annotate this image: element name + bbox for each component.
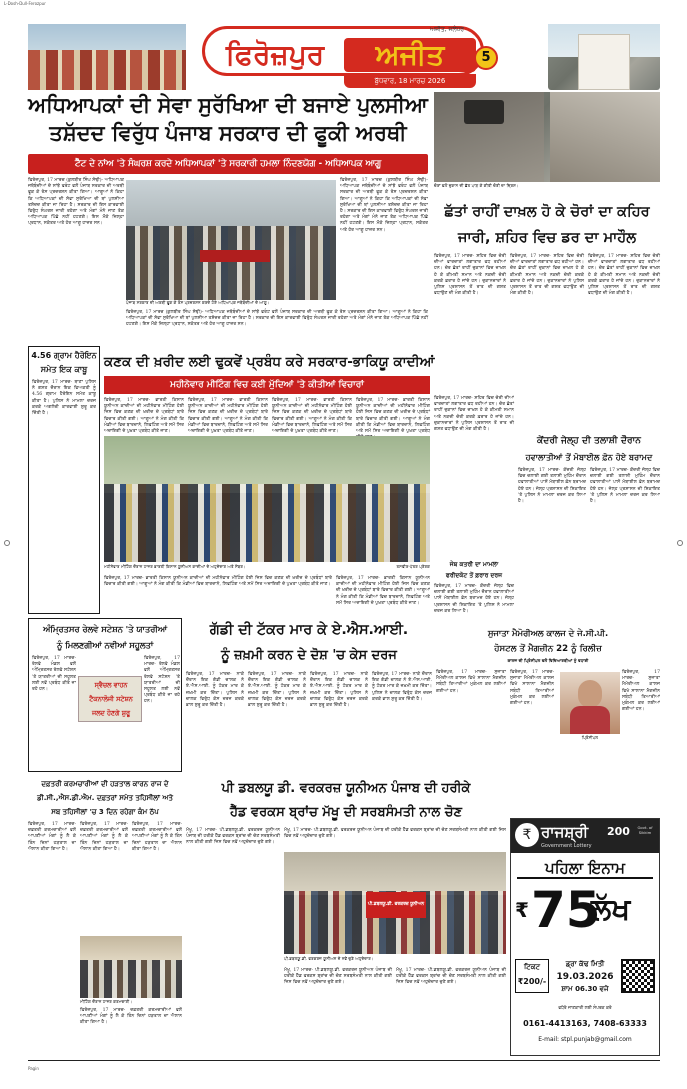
lead-photo bbox=[126, 180, 336, 300]
accident-body-col4: ਫਿਰੋਜ਼ਪੁਰ, 17 ਮਾਰਚ- ਨਾਕੇ ਦੌਰਾਨ ਇਕ ਗੱਡੀ ਚਾਲਕ ਨੇ ਏ.ਐਸ.ਆਈ. ਨੂੰ ਟੱਕਰ ਮਾਰ ਕੇ ਜ਼ਖ਼ਮੀ ਕਰ ਦਿੱਤਾ। ਪੁਲਿਸ ਨੇ ਚਾਲਕ ਵਿਰੁੱਧ ਕੇਸ ਦਰਜ ਕਰਕੇ ਭਾਲ ਸ਼ੁਰੂ ਕਰ ਦਿੱਤੀ ਹੈ। bbox=[372, 672, 432, 702]
lead-body-col1: ਫਿਰੋਜ਼ਪੁਰ, 17 ਮਾਰਚ (ਕੁਲਬੀਰ ਸਿੰਘ ਸੋਢੀ)- ਅਧਿਆਪਕ ਜਥੇਬੰਦੀਆਂ ਦੇ ਸਾਂਝੇ ਫਰੰਟ ਵਲੋਂ ਪੰਜਾਬ ਸਰਕਾਰ ਦੀ ਅਰਥੀ ਫੂਕ ਕੇ ਰੋਸ ਪ੍ਰਦਰਸ਼ਨ ਕੀਤਾ ਗਿਆ। ਆਗੂਆਂ ਨੇ ਕਿਹਾ ਕਿ ਅਧਿਆਪਕਾਂ ਦੀ ਸੇਵਾ ਸੁਰੱਖਿਆ ਦੀ ਥਾਂ ਪੁਲਸੀਆ ਤਸ਼ੱਦਦ ਕੀਤਾ ਜਾ ਰਿਹਾ ਹੈ। ਸਰਕਾਰ ਦੀ ਇਸ ਕਾਰਵਾਈ ਵਿਰੁੱਧ ਸੰਘਰਸ਼ ਜਾਰੀ ਰਹੇਗਾ ਅਤੇ ਮੰਗਾਂ ਮੰਨੇ ਜਾਣ ਤੱਕ ਅਧਿਆਪਕ ਪਿੱਛੇ ਨਹੀਂ ਹਟਣਗੇ। ਇਸ ਮੌਕੇ ਜ਼ਿਲ੍ਹਾ ਪ੍ਰਧਾਨ, ਸਕੱਤਰ ਅਤੇ ਹੋਰ ਆਗੂ ਹਾਜ਼ਰ ਸਨ। bbox=[28, 178, 124, 227]
wheat-body-d: ਫਿਰੋਜ਼ਪੁਰ, 17 ਮਾਰਚ- ਭਾਰਤੀ ਕਿਸਾਨ ਯੂਨੀਅਨ ਕਾਦੀਆਂ ਦੀ ਮਹੀਨੇਵਾਰ ਮੀਟਿੰਗ ਹੋਈ ਜਿਸ ਵਿਚ ਕਣਕ ਦੀ ਖ਼ਰੀਦ ਦੇ ਪ੍ਰਬੰਧਾਂ ਬਾਰੇ ਵਿਚਾਰ ਕੀਤੀ ਗਈ। ਆਗੂਆਂ ਨੇ ਮੰਗ ਕੀਤੀ ਕਿ ਮੰਡੀਆਂ ਵਿਚ ਬਾਰਦਾਨੇ, ਲਿਫਟਿੰਗ ਅਤੇ ਸਮੇਂ ਸਿਰ ਅਦਾਇਗੀ ਦੇ ਪੁਖ਼ਤਾ ਪ੍ਰਬੰਧ bbox=[356, 398, 430, 435]
railway-body-col3: ਫਿਰੋਜ਼ਪੁਰ, 17 ਮਾਰਚ- ਰੇਲਵੇ ਮੰਡਲ ਵਲੋਂ ਅੰਮ੍ਰਿਤਸਰ ਰੇਲਵੇ ਸਟੇਸ਼ਨ 'ਤੇ ਯਾਤਰੀਆਂ ਦੀ ਸਹੂਲਤ ਲਈ ਨਵੇਂ ਪ੍ਰਬੰਧ ਕੀਤੇ ਜਾ ਰਹੇ ਹਨ। bbox=[144, 656, 180, 705]
theft-headline-line2: ਜਾਰੀ, ਸ਼ਹਿਰ ਵਿਚ ਡਰ ਦਾ ਮਾਹੌਲ bbox=[457, 230, 636, 246]
lottery-fine-print: ਵਧੇਰੇ ਜਾਣਕਾਰੀ ਲਈ ਸੰਪਰਕ ਕਰੋ bbox=[558, 1006, 612, 1011]
lottery-draw-date: 19.03.2026 bbox=[556, 972, 614, 982]
masthead bbox=[198, 24, 491, 90]
brief-mid-body: ਫਿਰੋਜ਼ਪੁਰ, 17 ਮਾਰਚ- ਕੇਂਦਰੀ ਜੇਲ੍ਹ ਵਿਚ ਚਲਾਈ ਗਈ ਤਲਾਸ਼ੀ ਮੁਹਿੰਮ ਦੌਰਾਨ ਹਵਾਲਾਤੀਆਂ ਪਾਸੋਂ ਮੋਬਾਈਲ ਫ਼ੋਨ ਬਰਾਮਦ ਹੋਏ ਹਨ। ਜੇਲ੍ਹ ਪ੍ਰਸ਼ਾਸਨ ਦੀ ਸ਼ਿਕਾਇਤ 'ਤੇ ਪੁਲਿਸ ਨੇ ਮਾਮਲਾ ਦਰਜ ਕਰ ਲਿਆ ਹੈ। bbox=[434, 584, 514, 614]
bottom-corner-text: Pagin bbox=[28, 1066, 39, 1071]
brief-headline-line2: ਸਮੇਤ ਇਕ ਕਾਬੂ bbox=[40, 365, 88, 374]
theft-photo bbox=[434, 92, 660, 182]
office-headline-line1: ਦਫ਼ਤਰੀ ਕਰਮਚਾਰੀਆਂ ਦੀ ਹੜਤਾਲ ਕਾਰਨ ਰਾਜ ਦੇ bbox=[41, 780, 169, 788]
union-headline-line2: ਹੈੱਡ ਵਰਕਸ ਬ੍ਰਾਂਚ ਮੱਖੂ ਦੀ ਸਰਬਸੰਮਤੀ ਨਾਲ ਚੋਣ bbox=[230, 805, 462, 820]
lottery-currency: ₹ bbox=[515, 898, 529, 922]
accident-body-col3: ਫਿਰੋਜ਼ਪੁਰ, 17 ਮਾਰਚ- ਨਾਕੇ ਦੌਰਾਨ ਇਕ ਗੱਡੀ ਚਾਲਕ ਨੇ ਏ.ਐਸ.ਆਈ. ਨੂੰ ਟੱਕਰ ਮਾਰ ਕੇ ਜ਼ਖ਼ਮੀ ਕਰ ਦਿੱਤਾ। ਪੁਲਿਸ ਨੇ ਚਾਲਕ ਵਿਰੁੱਧ ਕੇਸ ਦਰਜ ਕਰਕੇ ਭਾਲ ਸ਼ੁਰੂ ਕਰ ਦਿੱਤੀ ਹੈ। bbox=[310, 672, 368, 709]
office-body-col1: ਫਿਰੋਜ਼ਪੁਰ, 17 ਮਾਰਚ- ਦਫ਼ਤਰੀ ਕਰਮਚਾਰੀਆਂ ਵਲੋਂ ਆਪਣੀਆਂ ਮੰਗਾਂ ਨੂੰ ਲੈ ਕੇ ਤਿੰਨ ਦਿਨਾਂ ਹੜਤਾਲ ਦਾ ਐਲਾਨ ਕੀਤਾ ਗਿਆ ਹੈ। bbox=[28, 822, 76, 852]
jail-headline-line1: ਕੇਂਦਰੀ ਜੇਲ੍ਹ ਦੀ ਤਲਾਸ਼ੀ ਦੌਰਾਨ bbox=[536, 435, 642, 446]
theft-body-col3: ਫਿਰੋਜ਼ਪੁਰ, 17 ਮਾਰਚ- ਸ਼ਹਿਰ ਵਿਚ ਚੋਰੀ ਦੀਆਂ ਵਾਰਦਾਤਾਂ ਲਗਾਤਾਰ ਵਧ ਰਹੀਆਂ ਹਨ। ਚੋਰ ਛੱਤਾਂ ਰਾਹੀਂ ਦੁਕਾਨਾਂ ਵਿਚ ਦਾਖ਼ਲ ਹੋ ਕੇ ਕੀਮਤੀ ਸਮਾਨ ਅਤੇ ਨਕਦੀ ਚੋਰੀ ਕਰਕੇ ਫ਼ਰਾਰ ਹੋ ਜਾਂਦੇ ਹਨ। ਦੁਕਾਨਦਾਰਾਂ ਨੇ ਪੁਲਿਸ ਪ੍ਰਸ਼ਾਸਨ ਤੋਂ ਰਾਤ ਦੀ ਗਸ਼ਤ ਵਧਾਉਣ ਦੀ ਮੰਗ ਕੀਤੀ ਹੈ। bbox=[588, 254, 660, 297]
theft-headline-line1: ਛੱਤਾਂ ਰਾਹੀਂ ਦਾਖ਼ਲ ਹੋ ਕੇ ਚੋਰਾਂ ਦਾ ਕਹਿਰ bbox=[444, 204, 650, 220]
lottery-coin-icon: ₹ bbox=[515, 823, 539, 847]
lead-headline-line1: ਅਧਿਆਪਕਾਂ ਦੀ ਸੇਵਾ ਸੁਰੱਖਿਆ ਦੀ ਬਜਾਏ ਪੁਲਸੀਆ bbox=[28, 93, 428, 117]
union-photo-caption: ਪੀ.ਡਬਲਯੂ.ਡੀ. ਵਰਕਰਜ਼ ਯੂਨੀਅਨ ਦੇ ਨਵੇਂ ਚੁਣੇ ਅਹੁਦੇਦਾਰ। bbox=[284, 956, 374, 961]
brief-mid-headline-line2: ਫਰੀਦਕੋਟ ਤੋਂ ਫ਼ਰਾਰ ਦਰਜ bbox=[445, 572, 503, 579]
lottery-qr-code[interactable] bbox=[621, 959, 655, 993]
accident-headline-line1: ਗੱਡੀ ਦੀ ਟੱਕਰ ਮਾਰ ਕੇ ਏ.ਐਸ.ਆਈ. bbox=[209, 622, 409, 638]
theft-photo-caption: ਚੋਰਾਂ ਵਲੋਂ ਦੁਕਾਨ ਦੀ ਛੱਤ ਪਾੜ ਕੇ ਕੀਤੀ ਚੋਰੀ ਦਾ ਦ੍ਰਿਸ਼। bbox=[434, 183, 519, 188]
lead-subhead: ਟੈੱਟ ਦੇ ਨਾਂਅ 'ਤੇ ਸੰਘਰਸ਼ ਕਰਦੇ ਅਧਿਆਪਕਾਂ 'ਤੇ ਸਰਕਾਰੀ ਹਮਲਾ ਨਿੰਦਣਯੋਗ - ਅਧਿਆਪਕ ਆਗੂ bbox=[28, 154, 428, 174]
college-body-col1: ਫਿਰੋਜ਼ਪੁਰ, 17 ਮਾਰਚ- ਸੁਜਾਤਾ ਮੈਮੋਰੀਅਲ ਕਾਲਜ ਵਿਖੇ ਸਾਲਾਨਾ ਮੈਗਜ਼ੀਨ ਸਬੰਧੀ ਤਿਆਰੀਆਂ ਮੁਕੰਮਲ ਕਰ ਲਈਆਂ ਗਈਆਂ ਹਨ। bbox=[436, 670, 506, 694]
theft-body-continued: ਫਿਰੋਜ਼ਪੁਰ, 17 ਮਾਰਚ- ਸ਼ਹਿਰ ਵਿਚ ਚੋਰੀ ਦੀਆਂ ਵਾਰਦਾਤਾਂ ਲਗਾਤਾਰ ਵਧ ਰਹੀਆਂ ਹਨ। ਚੋਰ ਛੱਤਾਂ ਰਾਹੀਂ ਦੁਕਾਨਾਂ ਵਿਚ ਦਾਖ਼ਲ ਹੋ ਕੇ ਕੀਮਤੀ ਸਮਾਨ ਅਤੇ ਨਕਦੀ ਚੋਰੀ ਕਰਕੇ ਫ਼ਰਾਰ ਹੋ ਜਾਂਦੇ ਹਨ। ਦੁਕਾਨਦਾਰਾਂ ਨੇ ਪੁਲਿਸ ਪ੍ਰਸ਼ਾਸਨ ਤੋਂ ਰਾਤ ਦੀ ਗਸ਼ਤ ਵਧਾਉਣ ਦੀ ਮੰਗ ਕੀਤੀ ਹੈ। bbox=[434, 396, 514, 433]
lottery-brand-sub: Government Lottery bbox=[541, 843, 592, 849]
college-body-col2: ਫਿਰੋਜ਼ਪੁਰ, 17 ਮਾਰਚ- ਸੁਜਾਤਾ ਮੈਮੋਰੀਅਲ ਕਾਲਜ ਵਿਖੇ ਸਾਲਾਨਾ ਮੈਗਜ਼ੀਨ ਸਬੰਧੀ ਤਿਆਰੀਆਂ ਮੁਕੰਮਲ ਕਰ ਲਈਆਂ ਗਈਆਂ ਹਨ। bbox=[510, 670, 554, 707]
college-headline-line1: ਸੁਜਾਤਾ ਮੈਮੋਰੀਅਲ ਕਾਲਜ ਦੇ ਜੇ.ਸੀ.ਪੀ. bbox=[487, 628, 609, 638]
wheat-photo bbox=[104, 436, 430, 562]
lottery-brand: ਰਾਜਸ਼੍ਰੀ bbox=[541, 823, 589, 841]
wheat-body-a: ਫਿਰੋਜ਼ਪੁਰ, 17 ਮਾਰਚ- ਭਾਰਤੀ ਕਿਸਾਨ ਯੂਨੀਅਨ ਕਾਦੀਆਂ ਦੀ ਮਹੀਨੇਵਾਰ ਮੀਟਿੰਗ ਹੋਈ ਜਿਸ ਵਿਚ ਕਣਕ ਦੀ ਖ਼ਰੀਦ ਦੇ ਪ੍ਰਬੰਧਾਂ ਬਾਰੇ ਵਿਚਾਰ ਕੀਤੀ ਗਈ। ਆਗੂਆਂ ਨੇ ਮੰਗ ਕੀਤੀ ਕਿ ਮੰਡੀਆਂ ਵਿਚ ਬਾਰਦਾਨੇ, ਲਿਫਟਿੰਗ ਅਤੇ ਸਮੇਂ ਸਿਰ ਅਦਾਇਗੀ ਦੇ ਪੁਖ਼ਤਾ ਪ੍ਰਬੰਧ ਕੀਤੇ ਜਾਣ। bbox=[104, 398, 184, 435]
accident-body-col2: ਫਿਰੋਜ਼ਪੁਰ, 17 ਮਾਰਚ- ਨਾਕੇ ਦੌਰਾਨ ਇਕ ਗੱਡੀ ਚਾਲਕ ਨੇ ਏ.ਐਸ.ਆਈ. ਨੂੰ ਟੱਕਰ ਮਾਰ ਕੇ ਜ਼ਖ਼ਮੀ ਕਰ ਦਿੱਤਾ। ਪੁਲਿਸ ਨੇ ਚਾਲਕ ਵਿਰੁੱਧ ਕੇਸ ਦਰਜ ਕਰਕੇ ਭਾਲ ਸ਼ੁਰੂ ਕਰ ਦਿੱਤੀ ਹੈ। bbox=[248, 672, 306, 709]
masthead-title-part1: ਫਿਰੋਜ਼ਪੁਰ bbox=[225, 38, 325, 71]
college-subline: ਕਾਲਜ ਦੀ ਪ੍ਰਿੰਸੀਪਲ ਵਲੋਂ ਵਿਦਿਆਰਥੀਆਂ ਨੂੰ ਵਧਾਈ bbox=[507, 658, 589, 663]
wheat-photo-credit: ਤਸਵੀਰ-ਪੱਤਰ ਪ੍ਰੇਰਕ bbox=[396, 564, 430, 569]
union-photo bbox=[284, 852, 506, 954]
lottery-phone: 0161-4413163, 7408-63333 bbox=[523, 1019, 647, 1028]
office-headline-line2: ਡੀ.ਸੀ.,ਐਸ.ਡੀ.ਐਮ. ਦਫ਼ਤਰਾਂ ਸਮੇਤ ਤਹਿਸੀਲਾਂ ਅਤੇ bbox=[37, 794, 173, 802]
jail-headline-line2: ਹਵਾਲਾਤੀਆਂ ਤੋਂ ਮੋਬਾਈਲ ਫ਼ੋਨ ਹੋਏ ਬਰਾਮਦ bbox=[525, 452, 653, 462]
bottom-rule bbox=[28, 1060, 660, 1061]
lottery-draw-time: ਸ਼ਾਮ 06.30 ਵਜੇ bbox=[561, 985, 609, 993]
union-body-top: ਮੱਖੂ, 17 ਮਾਰਚ- ਪੀ.ਡਬਲਯੂ.ਡੀ. ਵਰਕਰਜ਼ ਯੂਨੀਅਨ ਪੰਜਾਬ ਦੀ ਹਰੀਕੇ ਹੈੱਡ ਵਰਕਸ ਬ੍ਰਾਂਚ ਦੀ ਚੋਣ ਸਰਬਸੰਮਤੀ ਨਾਲ ਕੀਤੀ ਗਈ ਜਿਸ ਵਿਚ ਨਵੇਂ ਅਹੁਦੇਦਾਰ ਚੁਣੇ ਗਏ। bbox=[284, 828, 506, 840]
college-headline-line2: ਹੋਸਟਲ ਤੋਂ ਮੈਗਜ਼ੀਨ 22 ਨੂੰ ਰਿਲੀਜ਼ bbox=[494, 644, 602, 654]
railway-headline-line2: ਨੂੰ ਮਿਲਣਗੀਆਂ ਨਵੀਆਂ ਸਹੂਲਤਾਂ bbox=[56, 640, 154, 650]
registration-mark-left bbox=[4, 540, 10, 546]
masthead-left-photo bbox=[28, 24, 186, 90]
college-body-col3: ਫਿਰੋਜ਼ਪੁਰ, 17 ਮਾਰਚ- ਸੁਜਾਤਾ ਮੈਮੋਰੀਅਲ ਕਾਲਜ ਵਿਖੇ ਸਾਲਾਨਾ ਮੈਗਜ਼ੀਨ ਸਬੰਧੀ ਤਿਆਰੀਆਂ ਮੁਕੰਮਲ ਕਰ ਲਈਆਂ ਗਈਆਂ ਹਨ। bbox=[622, 670, 660, 713]
lottery-amount: 75 bbox=[531, 881, 601, 939]
union-body-col3: ਮੱਖੂ, 17 ਮਾਰਚ- ਪੀ.ਡਬਲਯੂ.ਡੀ. ਵਰਕਰਜ਼ ਯੂਨੀਅਨ ਪੰਜਾਬ ਦੀ ਹਰੀਕੇ ਹੈੱਡ ਵਰਕਸ ਬ੍ਰਾਂਚ ਦੀ ਚੋਣ ਸਰਬਸੰਮਤੀ ਨਾਲ ਕੀਤੀ ਗਈ ਜਿਸ ਵਿਚ ਨਵੇਂ ਅਹੁਦੇਦਾਰ ਚੁਣੇ ਗਏ। bbox=[396, 968, 506, 986]
lottery-email: E-mail: stpl.punjab@gmail.com bbox=[538, 1036, 632, 1043]
lottery-brand-number: 200 bbox=[607, 825, 630, 838]
office-photo-caption: ਮੀਟਿੰਗ ਦੌਰਾਨ ਹਾਜ਼ਰ ਕਰਮਚਾਰੀ। bbox=[80, 999, 133, 1004]
railway-box-line1: ਸ੍ਵੈਚਲ ਵਾਹਨ bbox=[94, 681, 128, 689]
lottery-ticket-label: ਟਿਕਟ bbox=[523, 963, 540, 971]
office-body-bottom: ਫਿਰੋਜ਼ਪੁਰ, 17 ਮਾਰਚ- ਦਫ਼ਤਰੀ ਕਰਮਚਾਰੀਆਂ ਵਲੋਂ ਆਪਣੀਆਂ ਮੰਗਾਂ ਨੂੰ ਲੈ ਕੇ ਤਿੰਨ ਦਿਨਾਂ ਹੜਤਾਲ ਦਾ ਐਲਾਨ ਕੀਤਾ ਗਿਆ ਹੈ। bbox=[80, 1008, 182, 1026]
theft-body-col1: ਫਿਰੋਜ਼ਪੁਰ, 17 ਮਾਰਚ- ਸ਼ਹਿਰ ਵਿਚ ਚੋਰੀ ਦੀਆਂ ਵਾਰਦਾਤਾਂ ਲਗਾਤਾਰ ਵਧ ਰਹੀਆਂ ਹਨ। ਚੋਰ ਛੱਤਾਂ ਰਾਹੀਂ ਦੁਕਾਨਾਂ ਵਿਚ ਦਾਖ਼ਲ ਹੋ ਕੇ ਕੀਮਤੀ ਸਮਾਨ ਅਤੇ ਨਕਦੀ ਚੋਰੀ ਕਰਕੇ ਫ਼ਰਾਰ ਹੋ ਜਾਂਦੇ ਹਨ। ਦੁਕਾਨਦਾਰਾਂ ਨੇ ਪੁਲਿਸ ਪ੍ਰਸ਼ਾਸਨ ਤੋਂ ਰਾਤ ਦੀ ਗਸ਼ਤ ਵਧਾਉਣ ਦੀ ਮੰਗ ਕੀਤੀ ਹੈ। bbox=[434, 254, 506, 297]
wheat-headline: ਕਣਕ ਦੀ ਖ਼ਰੀਦ ਲਈ ਢੁਕਵੇਂ ਪ੍ਰਬੰਧ ਕਰੇ ਸਰਕਾਰ-ਭਾਕਿਯੂ ਕਾਦੀਆਂ bbox=[104, 354, 435, 370]
lottery-draw-label: ਡ੍ਰਾ ਕੱਢ ਮਿਤੀ bbox=[565, 960, 605, 968]
office-photo bbox=[80, 936, 182, 998]
wheat-body-c: ਫਿਰੋਜ਼ਪੁਰ, 17 ਮਾਰਚ- ਭਾਰਤੀ ਕਿਸਾਨ ਯੂਨੀਅਨ ਕਾਦੀਆਂ ਦੀ ਮਹੀਨੇਵਾਰ ਮੀਟਿੰਗ ਹੋਈ ਜਿਸ ਵਿਚ ਕਣਕ ਦੀ ਖ਼ਰੀਦ ਦੇ ਪ੍ਰਬੰਧਾਂ ਬਾਰੇ ਵਿਚਾਰ ਕੀਤੀ ਗਈ। ਆਗੂਆਂ ਨੇ ਮੰਗ ਕੀਤੀ ਕਿ ਮੰਡੀਆਂ ਵਿਚ ਬਾਰਦਾਨੇ, ਲਿਫਟਿੰਗ ਅਤੇ ਸਮੇਂ ਸਿਰ ਅਦਾਇਗੀ ਦੇ ਪੁਖ਼ਤਾ ਪ੍ਰਬੰਧ ਕੀਤੇ ਜਾਣ। bbox=[272, 398, 352, 435]
page-number: 5 bbox=[474, 46, 498, 70]
railway-box-line2: ਟੈਕਨਾਲੋਜੀ ਸਟੇਸ਼ਨ bbox=[89, 695, 133, 703]
lottery-prize-label: ਪਹਿਲਾ ਇਨਾਮ bbox=[517, 857, 653, 879]
railway-inset-box bbox=[78, 676, 142, 722]
union-body-col1: ਮੱਖੂ, 17 ਮਾਰਚ- ਪੀ.ਡਬਲਯੂ.ਡੀ. ਵਰਕਰਜ਼ ਯੂਨੀਅਨ ਪੰਜਾਬ ਦੀ ਹਰੀਕੇ ਹੈੱਡ ਵਰਕਸ ਬ੍ਰਾਂਚ ਦੀ ਚੋਣ ਸਰਬਸੰਮਤੀ ਨਾਲ ਕੀਤੀ ਗਈ ਜਿਸ ਵਿਚ ਨਵੇਂ ਅਹੁਦੇਦਾਰ ਚੁਣੇ ਗਏ। bbox=[186, 828, 280, 846]
college-photo-caption: ਪ੍ਰਿੰਸੀਪਲ bbox=[581, 735, 599, 740]
lottery-ticket-price: ₹200/- bbox=[517, 977, 547, 986]
wheat-photo-caption: ਮਹੀਨੇਵਾਰ ਮੀਟਿੰਗ ਦੌਰਾਨ ਹਾਜ਼ਰ ਭਾਰਤੀ ਕਿਸਾਨ ਯੂਨੀਅਨ ਕਾਦੀਆਂ ਦੇ ਅਹੁਦੇਦਾਰ ਅਤੇ ਮੈਂਬਰ। bbox=[104, 564, 246, 569]
college-principal-photo bbox=[560, 672, 620, 734]
wheat-body-bottom: ਫਿਰੋਜ਼ਪੁਰ, 17 ਮਾਰਚ- ਭਾਰਤੀ ਕਿਸਾਨ ਯੂਨੀਅਨ ਕਾਦੀਆਂ ਦੀ ਮਹੀਨੇਵਾਰ ਮੀਟਿੰਗ ਹੋਈ ਜਿਸ ਵਿਚ ਕਣਕ ਦੀ ਖ਼ਰੀਦ ਦੇ ਪ੍ਰਬੰਧਾਂ ਬਾਰੇ ਵਿਚਾਰ ਕੀਤੀ ਗਈ। ਆਗੂਆਂ ਨੇ ਮੰਗ ਕੀਤੀ ਕਿ ਮੰਡੀਆਂ ਵਿਚ ਬਾਰਦਾਨੇ, ਲਿਫਟਿੰਗ ਅਤੇ ਸਮੇਂ ਸਿਰ ਅਦਾਇਗੀ ਦੇ ਪੁਖ਼ਤਾ ਪ੍ਰਬੰਧ ਕੀਤੇ ਜਾਣ। bbox=[104, 576, 332, 588]
lottery-ad bbox=[510, 818, 660, 1056]
jail-body-col2: ਫਿਰੋਜ਼ਪੁਰ, 17 ਮਾਰਚ- ਕੇਂਦਰੀ ਜੇਲ੍ਹ ਵਿਚ ਚਲਾਈ ਗਈ ਤਲਾਸ਼ੀ ਮੁਹਿੰਮ ਦੌਰਾਨ ਹਵਾਲਾਤੀਆਂ ਪਾਸੋਂ ਮੋਬਾਈਲ ਫ਼ੋਨ ਬਰਾਮਦ ਹੋਏ ਹਨ। ਜੇਲ੍ਹ ਪ੍ਰਸ਼ਾਸਨ ਦੀ ਸ਼ਿਕਾਇਤ 'ਤੇ ਪੁਲਿਸ ਨੇ ਮਾਮਲਾ ਦਰਜ ਕਰ ਲਿਆ ਹੈ। bbox=[590, 468, 660, 505]
theft-body-col2: ਫਿਰੋਜ਼ਪੁਰ, 17 ਮਾਰਚ- ਸ਼ਹਿਰ ਵਿਚ ਚੋਰੀ ਦੀਆਂ ਵਾਰਦਾਤਾਂ ਲਗਾਤਾਰ ਵਧ ਰਹੀਆਂ ਹਨ। ਚੋਰ ਛੱਤਾਂ ਰਾਹੀਂ ਦੁਕਾਨਾਂ ਵਿਚ ਦਾਖ਼ਲ ਹੋ ਕੇ ਕੀਮਤੀ ਸਮਾਨ ਅਤੇ ਨਕਦੀ ਚੋਰੀ ਕਰਕੇ ਫ਼ਰਾਰ ਹੋ ਜਾਂਦੇ ਹਨ। ਦੁਕਾਨਦਾਰਾਂ ਨੇ ਪੁਲਿਸ ਪ੍ਰਸ਼ਾਸਨ ਤੋਂ ਰਾਤ ਦੀ ਗਸ਼ਤ ਵਧਾਉਣ ਦੀ ਮੰਗ ਕੀਤੀ ਹੈ। bbox=[510, 254, 584, 297]
office-headline-line3: ਸਬ ਤਹਿਸੀਲਾਂ 'ਚ 3 ਦਿਨ ਰਹੇਗਾ ਕੰਮ ਠੱਪ bbox=[51, 808, 159, 816]
wheat-body-b: ਫਿਰੋਜ਼ਪੁਰ, 17 ਮਾਰਚ- ਭਾਰਤੀ ਕਿਸਾਨ ਯੂਨੀਅਨ ਕਾਦੀਆਂ ਦੀ ਮਹੀਨੇਵਾਰ ਮੀਟਿੰਗ ਹੋਈ ਜਿਸ ਵਿਚ ਕਣਕ ਦੀ ਖ਼ਰੀਦ ਦੇ ਪ੍ਰਬੰਧਾਂ ਬਾਰੇ ਵਿਚਾਰ ਕੀਤੀ ਗਈ। ਆਗੂਆਂ ਨੇ ਮੰਗ ਕੀਤੀ ਕਿ ਮੰਡੀਆਂ ਵਿਚ ਬਾਰਦਾਨੇ, ਲਿਫਟਿੰਗ ਅਤੇ ਸਮੇਂ ਸਿਰ ਅਦਾਇਗੀ ਦੇ ਪੁਖ਼ਤਾ ਪ੍ਰਬੰਧ ਕੀਤੇ ਜਾਣ। bbox=[188, 398, 268, 435]
railway-box-line3: ਜਲਦ ਹੋਣਗੇ ਸ਼ੁਰੂ bbox=[92, 709, 130, 717]
office-body-col2: ਫਿਰੋਜ਼ਪੁਰ, 17 ਮਾਰਚ- ਦਫ਼ਤਰੀ ਕਰਮਚਾਰੀਆਂ ਵਲੋਂ ਆਪਣੀਆਂ ਮੰਗਾਂ ਨੂੰ ਲੈ ਕੇ ਤਿੰਨ ਦਿਨਾਂ ਹੜਤਾਲ ਦਾ ਐਲਾਨ ਕੀਤਾ ਗਿਆ ਹੈ। bbox=[80, 822, 128, 852]
union-body-col2: ਮੱਖੂ, 17 ਮਾਰਚ- ਪੀ.ਡਬਲਯੂ.ਡੀ. ਵਰਕਰਜ਼ ਯੂਨੀਅਨ ਪੰਜਾਬ ਦੀ ਹਰੀਕੇ ਹੈੱਡ ਵਰਕਸ ਬ੍ਰਾਂਚ ਦੀ ਚੋਣ ਸਰਬਸੰਮਤੀ ਨਾਲ ਕੀਤੀ ਗਈ ਜਿਸ ਵਿਚ ਨਵੇਂ ਅਹੁਦੇਦਾਰ ਚੁਣੇ ਗਏ। bbox=[284, 968, 392, 986]
masthead-date: ਬੁੱਧਵਾਰ, 18 ਮਾਰਚ 2026 bbox=[344, 74, 476, 88]
wheat-body-bottom-right: ਫਿਰੋਜ਼ਪੁਰ, 17 ਮਾਰਚ- ਭਾਰਤੀ ਕਿਸਾਨ ਯੂਨੀਅਨ ਕਾਦੀਆਂ ਦੀ ਮਹੀਨੇਵਾਰ ਮੀਟਿੰਗ ਹੋਈ ਜਿਸ ਵਿਚ ਕਣਕ ਦੀ ਖ਼ਰੀਦ ਦੇ ਪ੍ਰਬੰਧਾਂ ਬਾਰੇ ਵਿਚਾਰ ਕੀਤੀ ਗਈ। ਆਗੂਆਂ ਨੇ ਮੰਗ ਕੀਤੀ ਕਿ ਮੰਡੀਆਂ ਵਿਚ ਬਾਰਦਾਨੇ, ਲਿਫਟਿੰਗ ਅਤੇ ਸਮੇਂ ਸਿਰ ਅਦਾਇਗੀ ਦੇ ਪੁਖ਼ਤਾ ਪ੍ਰਬੰਧ ਕੀਤੇ ਜਾਣ। bbox=[336, 576, 430, 606]
brief-headline-line1: 4.56 ਗ੍ਰਾਮ ਹੈਰੋਇਨ bbox=[31, 351, 97, 360]
accident-headline-line2: ਨੂੰ ਜ਼ਖ਼ਮੀ ਕਰਨ ਦੇ ਦੋਸ਼ 'ਚ ਕੇਸ ਦਰਜ bbox=[221, 648, 397, 663]
masthead-title-part2: ਅਜੀਤ bbox=[344, 38, 476, 72]
brief-mid-headline-line1: ਜੇਬ ਕਤਰੀ ਦਾ ਮਾਮਲਾ bbox=[449, 561, 499, 568]
brief-body: ਫਿਰੋਜ਼ਪੁਰ, 17 ਮਾਰਚ- ਥਾਣਾ ਪੁਲਿਸ ਨੇ ਗਸ਼ਤ ਦੌਰਾਨ ਇਕ ਵਿਅਕਤੀ ਨੂੰ 4.56 ਗ੍ਰਾਮ ਹੈਰੋਇਨ ਸਮੇਤ ਕਾਬੂ ਕੀਤਾ ਹੈ। ਪੁਲਿਸ ਨੇ ਮਾਮਲਾ ਦਰਜ ਕਰਕੇ ਅਗਲੇਰੀ ਕਾਰਵਾਈ ਸ਼ੁਰੂ ਕਰ ਦਿੱਤੀ ਹੈ। bbox=[32, 380, 96, 417]
accident-body-col1: ਫਿਰੋਜ਼ਪੁਰ, 17 ਮਾਰਚ- ਨਾਕੇ ਦੌਰਾਨ ਇਕ ਗੱਡੀ ਚਾਲਕ ਨੇ ਏ.ਐਸ.ਆਈ. ਨੂੰ ਟੱਕਰ ਮਾਰ ਕੇ ਜ਼ਖ਼ਮੀ ਕਰ ਦਿੱਤਾ। ਪੁਲਿਸ ਨੇ ਚਾਲਕ ਵਿਰੁੱਧ ਕੇਸ ਦਰਜ ਕਰਕੇ ਭਾਲ ਸ਼ੁਰੂ ਕਰ ਦਿੱਤੀ ਹੈ। bbox=[186, 672, 244, 709]
office-body-col3: ਫਿਰੋਜ਼ਪੁਰ, 17 ਮਾਰਚ- ਦਫ਼ਤਰੀ ਕਰਮਚਾਰੀਆਂ ਵਲੋਂ ਆਪਣੀਆਂ ਮੰਗਾਂ ਨੂੰ ਲੈ ਕੇ ਤਿੰਨ ਦਿਨਾਂ ਹੜਤਾਲ ਦਾ ਐਲਾਨ ਕੀਤਾ ਗਿਆ ਹੈ। bbox=[132, 822, 182, 852]
union-banner-text: ਪੀ.ਡਬਲਯੂ.ਡੀ. ਵਰਕਰਜ਼ ਯੂਨੀਅਨ bbox=[367, 902, 425, 907]
lead-photo-caption: ਪੰਜਾਬ ਸਰਕਾਰ ਦੀ ਅਰਥੀ ਫੂਕ ਕੇ ਰੋਸ ਪ੍ਰਦਰਸ਼ਨ ਕਰਦੇ ਹੋਏ ਅਧਿਆਪਕ ਜਥੇਬੰਦੀਆਂ ਦੇ ਆਗੂ। bbox=[126, 300, 270, 305]
registration-mark-right bbox=[677, 540, 683, 546]
lead-body-col3: ਫਿਰੋਜ਼ਪੁਰ, 17 ਮਾਰਚ (ਕੁਲਬੀਰ ਸਿੰਘ ਸੋਢੀ)- ਅਧਿਆਪਕ ਜਥੇਬੰਦੀਆਂ ਦੇ ਸਾਂਝੇ ਫਰੰਟ ਵਲੋਂ ਪੰਜਾਬ ਸਰਕਾਰ ਦੀ ਅਰਥੀ ਫੂਕ ਕੇ ਰੋਸ ਪ੍ਰਦਰਸ਼ਨ ਕੀਤਾ ਗਿਆ। ਆਗੂਆਂ ਨੇ ਕਿਹਾ ਕਿ ਅਧਿਆਪਕਾਂ ਦੀ ਸੇਵਾ ਸੁਰੱਖਿਆ ਦੀ ਥਾਂ ਪੁਲਸੀਆ ਤਸ਼ੱਦਦ ਕੀਤਾ ਜਾ ਰਿਹਾ ਹੈ। ਸਰਕਾਰ ਦੀ ਇਸ ਕਾਰਵਾਈ ਵਿਰੁੱਧ ਸੰਘਰਸ਼ ਜਾਰੀ ਰਹੇਗਾ ਅਤੇ ਮੰਗਾਂ ਮੰਨੇ ਜਾਣ ਤੱਕ ਅਧਿਆਪਕ ਪਿੱਛੇ ਨਹੀਂ ਹਟਣਗੇ। ਇਸ ਮੌਕੇ ਜ਼ਿਲ੍ਹਾ ਪ੍ਰਧਾਨ, ਸਕੱਤਰ ਅਤੇ ਹੋਰ ਆਗੂ ਹਾਜ਼ਰ ਸਨ। bbox=[340, 178, 428, 233]
wheat-subhead: ਮਹੀਨੇਵਾਰ ਮੀਟਿੰਗ ਵਿਚ ਕਈ ਮੁੱਦਿਆਂ 'ਤੇ ਕੀਤੀਆਂ ਵਿਚਾਰਾਂ bbox=[104, 376, 430, 394]
lottery-govt-label: Govt. of Sikkim bbox=[637, 825, 653, 835]
railway-body-col1: ਫਿਰੋਜ਼ਪੁਰ, 17 ਮਾਰਚ- ਰੇਲਵੇ ਮੰਡਲ ਵਲੋਂ ਅੰਮ੍ਰਿਤਸਰ ਰੇਲਵੇ ਸਟੇਸ਼ਨ 'ਤੇ ਯਾਤਰੀਆਂ ਦੀ ਸਹੂਲਤ ਲਈ ਨਵੇਂ ਪ੍ਰਬੰਧ ਕੀਤੇ ਜਾ ਰਹੇ ਹਨ। bbox=[32, 656, 76, 693]
lottery-amount-unit: ਲੱਖ bbox=[591, 892, 631, 927]
supplement-label: ਅਜੀਤ, ਜਲੰਧਰ bbox=[429, 26, 464, 33]
lead-headline-line2: ਤਸ਼ੱਦਦ ਵਿਰੁੱਧ ਪੰਜਾਬ ਸਰਕਾਰ ਦੀ ਫੂਕੀ ਅਰਥੀ bbox=[49, 121, 407, 145]
masthead-right-photo bbox=[548, 24, 660, 90]
print-line: L-Dosh-Dull-Ferozpur bbox=[4, 1, 46, 6]
union-headline-line1: ਪੀ ਡਬਲਯੂ ਡੀ. ਵਰਕਰਜ਼ ਯੂਨੀਅਨ ਪੰਜਾਬ ਦੀ ਹਰੀਕੇ bbox=[221, 781, 471, 796]
jail-body-col1: ਫਿਰੋਜ਼ਪੁਰ, 17 ਮਾਰਚ- ਕੇਂਦਰੀ ਜੇਲ੍ਹ ਵਿਚ ਚਲਾਈ ਗਈ ਤਲਾਸ਼ੀ ਮੁਹਿੰਮ ਦੌਰਾਨ ਹਵਾਲਾਤੀਆਂ ਪਾਸੋਂ ਮੋਬਾਈਲ ਫ਼ੋਨ ਬਰਾਮਦ ਹੋਏ ਹਨ। ਜੇਲ੍ਹ ਪ੍ਰਸ਼ਾਸਨ ਦੀ ਸ਼ਿਕਾਇਤ 'ਤੇ ਪੁਲਿਸ ਨੇ ਮਾਮਲਾ ਦਰਜ ਕਰ ਲਿਆ ਹੈ। bbox=[518, 468, 586, 505]
railway-headline-line1: ਅੰਮ੍ਰਿਤਸਰ ਰੇਲਵੇ ਸਟੇਸ਼ਨ 'ਤੇ ਯਾਤਰੀਆਂ bbox=[43, 624, 167, 634]
lead-body-bottom: ਫਿਰੋਜ਼ਪੁਰ, 17 ਮਾਰਚ (ਕੁਲਬੀਰ ਸਿੰਘ ਸੋਢੀ)- ਅਧਿਆਪਕ ਜਥੇਬੰਦੀਆਂ ਦੇ ਸਾਂਝੇ ਫਰੰਟ ਵਲੋਂ ਪੰਜਾਬ ਸਰਕਾਰ ਦੀ ਅਰਥੀ ਫੂਕ ਕੇ ਰੋਸ ਪ੍ਰਦਰਸ਼ਨ ਕੀਤਾ ਗਿਆ। ਆਗੂਆਂ ਨੇ ਕਿਹਾ ਕਿ ਅਧਿਆਪਕਾਂ ਦੀ ਸੇਵਾ ਸੁਰੱਖਿਆ ਦੀ ਥਾਂ ਪੁਲਸੀਆ ਤਸ਼ੱਦਦ ਕੀਤਾ ਜਾ ਰਿਹਾ ਹੈ। ਸਰਕਾਰ ਦੀ ਇਸ ਕਾਰਵਾਈ ਵਿਰੁੱਧ ਸੰਘਰਸ਼ ਜਾਰੀ ਰਹੇਗਾ ਅਤੇ ਮੰਗਾਂ ਮੰਨੇ ਜਾਣ ਤੱਕ ਅਧਿਆਪਕ ਪਿੱਛੇ ਨਹੀਂ ਹਟਣਗੇ। ਇਸ ਮੌਕੇ ਜ਼ਿਲ੍ਹਾ ਪ੍ਰਧਾਨ, ਸਕੱਤਰ ਅਤੇ ਹੋਰ ਆਗੂ ਹਾਜ਼ਰ ਸਨ। bbox=[126, 310, 428, 328]
